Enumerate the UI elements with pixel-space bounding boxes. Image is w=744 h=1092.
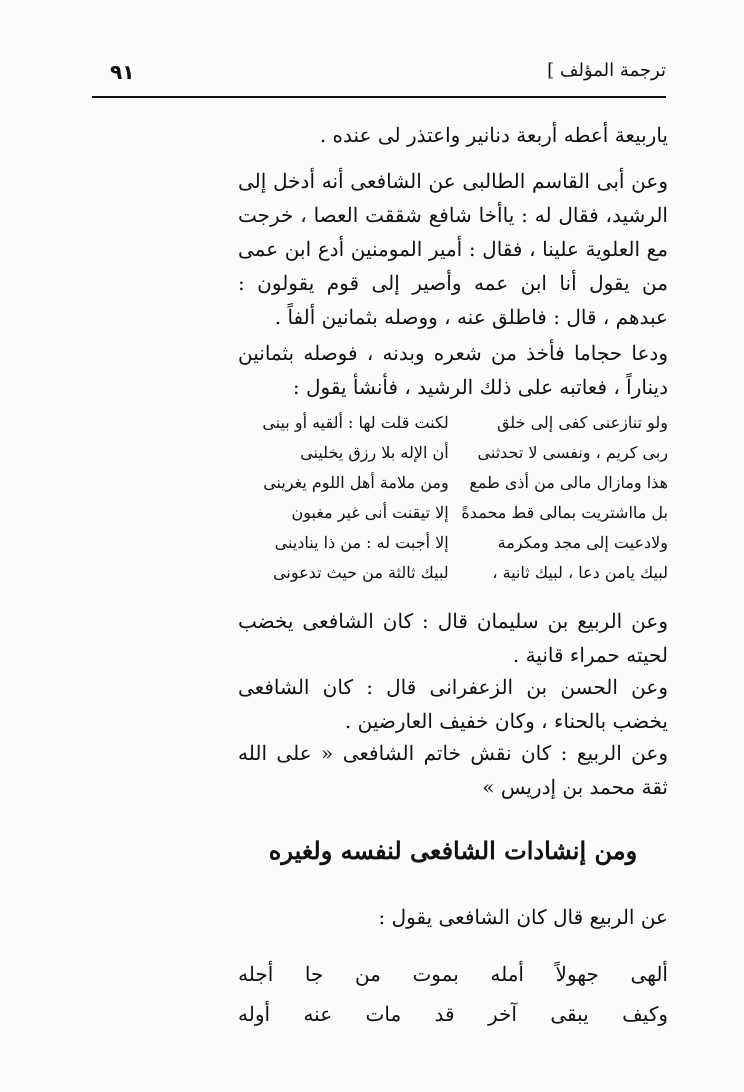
- poem-word: قد: [434, 1002, 455, 1026]
- verse-hemistich-first: هذا ومازال مالى من أذى طمع: [469, 473, 668, 492]
- poem-word: ألهى: [630, 962, 668, 986]
- poem: [238, 954, 668, 1034]
- poem-word: جهولاً: [555, 962, 599, 986]
- paragraph: وعن الربيع بن سليمان قال : كان الشافعى يخضب لحيته حمراء قانية .: [238, 609, 668, 667]
- poem-word: وكيف: [622, 1002, 668, 1026]
- verse-hemistich-first: ربى كريم ، ونفسى لا تحدثنى: [477, 443, 668, 462]
- verse-row: [238, 528, 668, 558]
- poem-word: جا: [304, 962, 324, 986]
- poem-word: يبقى: [550, 1002, 589, 1026]
- verse-row: [238, 468, 668, 498]
- intro-line: عن الربيع قال كان الشافعى يقول :: [378, 905, 668, 929]
- poem-word: عنه: [303, 1002, 333, 1026]
- verse-block: [238, 408, 668, 588]
- verse-hemistich-second: لكنت قلت لها : ألقيه أو بينى: [262, 413, 449, 432]
- paragraph: وعن الحسن بن الزعفرانى قال : كان الشافعى يخضب بالحناء ، وكان خفيف العارضين .: [238, 675, 668, 733]
- poem-word: أوله: [238, 1002, 271, 1026]
- paragraph: ودعا حجاما فأخذ من شعره وبدنه ، فوصله بثمانين ديناراً ، فعاتبه على ذلك الرشيد ، فأنشأ يقول :: [238, 341, 668, 399]
- paragraph: ياربيعة أعطه أربعة دنانير واعتذر لى عنده .: [319, 123, 668, 147]
- paragraph: وعن أبى القاسم الطالبى عن الشافعى أنه أدخل إلى الرشيد، فقال له : ياأخا شافع شققت العصا ، خرجت مع العلوية علينا ، فقال : أمير المومنين أدع ابن عمى من يقول أنا ابن عمه وأصير إلى قوم يقولون : عبدهم ، قال : فاطلق عنه ، ووصله بثمانين ألفاً .: [238, 169, 668, 329]
- poem-line: [238, 954, 668, 994]
- verse-hemistich-second: لبيك ثالثة من حيث تدعونى: [273, 563, 449, 582]
- verse-hemistich-first: ولو تنازعنى كفى إلى خلق: [496, 413, 668, 432]
- section-heading: ومن إنشادات الشافعى لنفسه ولغيره: [268, 836, 638, 865]
- verse-hemistich-first: لبيك يامن دعا ، لبيك ثانية ،: [492, 563, 668, 582]
- verse-hemistich-second: إلا أجبت له : من ذا ينادينى: [274, 533, 449, 552]
- verse-hemistich-second: أن الإله بلا رزق يخلينى: [300, 443, 449, 462]
- poem-word: من: [354, 962, 381, 986]
- running-title: ترجمة المؤلف ]: [547, 60, 666, 81]
- poem-word: آخر: [487, 1002, 517, 1026]
- poem-word: أجله: [238, 962, 274, 986]
- verse-hemistich-second: إلا تيقنت أنى غير مغبون: [291, 503, 449, 522]
- page-number: ٩١: [110, 60, 135, 84]
- poem-word: بموت: [412, 962, 459, 986]
- verse-row: [238, 558, 668, 588]
- page-header: [92, 56, 666, 98]
- poem-word: أمله: [490, 962, 524, 986]
- verse-row: [238, 438, 668, 468]
- verse-hemistich-second: ومن ملامة أهل اللوم يغرينى: [263, 473, 449, 492]
- poem-line: [238, 994, 668, 1034]
- verse-row: [238, 498, 668, 528]
- verse-hemistich-first: ولادعيت إلى مجد ومكرمة: [497, 533, 668, 552]
- paragraph: وعن الربيع : كان نقش خاتم الشافعى « على الله ثقة محمد بن إدريس »: [238, 741, 668, 799]
- verse-hemistich-first: بل مااشتريت بمالى قط محمدةً: [461, 503, 668, 522]
- poem-word: مات: [365, 1002, 402, 1026]
- verse-row: [238, 408, 668, 438]
